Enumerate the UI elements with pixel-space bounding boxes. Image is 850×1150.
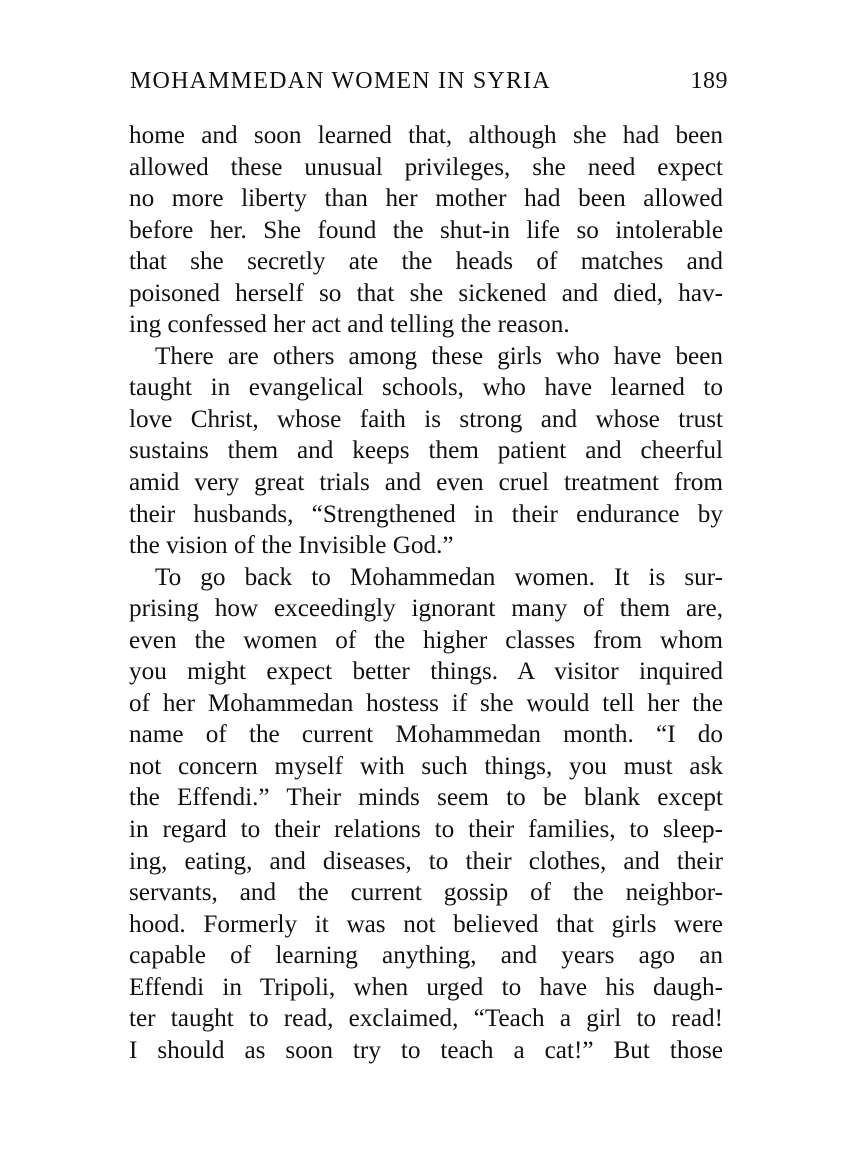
text-line: even the women of the higher classes from whom	[129, 626, 723, 654]
text-line: that she secretly ate the heads of matches and	[129, 248, 723, 276]
page-number: 189	[690, 68, 728, 94]
text-line: prising how exceedingly ignorant many of them are,	[129, 595, 723, 623]
text-line: ing confessed her act and telling the reason.	[129, 311, 570, 339]
text-line: amid very great trials and even cruel treatment from	[129, 469, 723, 497]
text-line: servants, and the current gossip of the neighbor-	[129, 879, 723, 907]
text-line: ing, eating, and diseases, to their clothes, and their	[129, 847, 723, 875]
text-line: taught in evangelical schools, who have learned to	[129, 374, 723, 402]
text-line: capable of learning anything, and years ago an	[129, 942, 723, 970]
text-line: poisoned herself so that she sickened and died, hav-	[129, 279, 723, 307]
text-line: you might expect better things. A visitor inquired	[129, 658, 723, 686]
text-line: before her. She found the shut-in life so intolerable	[129, 216, 723, 244]
text-line: not concern myself with such things, you must ask	[129, 752, 723, 780]
text-line: allowed these unusual privileges, she need expect	[129, 153, 723, 181]
text-line: home and soon learned that, although she had been	[129, 122, 723, 149]
text-line: the Effendi.” Their minds seem to be blank except	[129, 784, 723, 812]
running-head	[130, 68, 728, 102]
text-line: ter taught to read, exclaimed, “Teach a girl to read!	[129, 1005, 723, 1033]
text-line: in regard to their relations to their families, to sleep-	[129, 816, 723, 844]
text-line: sustains them and keeps them patient and cheerful	[129, 437, 723, 465]
text-line: no more liberty than her mother had been allowed	[129, 185, 723, 213]
running-title: MOHAMMEDAN WOMEN IN SYRIA	[130, 68, 551, 94]
text-line: To go back to Mohammedan women. It is sur-	[155, 563, 723, 591]
text-line: the vision of the Invisible God.”	[129, 532, 454, 560]
text-line: Effendi in Tripoli, when urged to have his daugh-	[129, 973, 723, 1001]
body-text	[129, 120, 723, 1066]
text-line: love Christ, whose faith is strong and whose trust	[129, 405, 723, 433]
text-line: name of the current Mohammedan month. “I do	[129, 721, 723, 749]
text-line: of her Mohammedan hostess if she would tell her the	[129, 689, 723, 717]
text-line: I should as soon try to teach a cat!” But those	[129, 1036, 723, 1064]
text-line: their husbands, “Strengthened in their endurance by	[129, 500, 723, 528]
text-line: hood. Formerly it was not believed that girls were	[129, 910, 723, 938]
text-line: There are others among these girls who have been	[155, 342, 723, 370]
